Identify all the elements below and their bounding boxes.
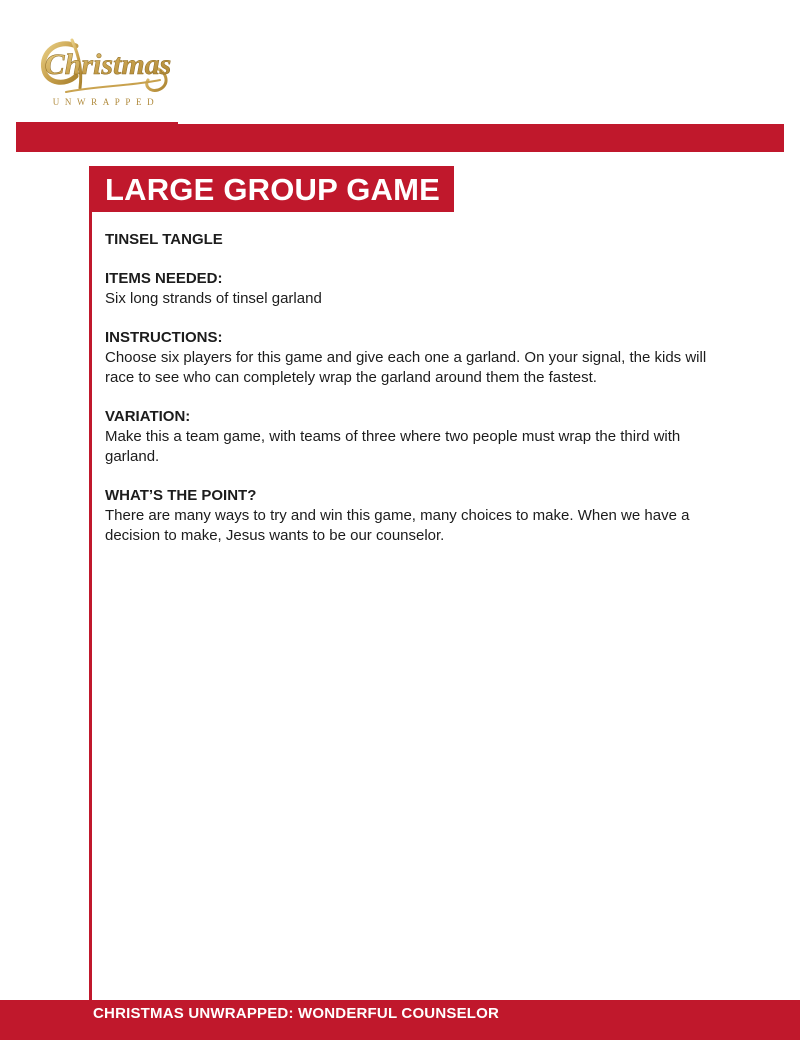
section-title: LARGE GROUP GAME <box>91 166 454 212</box>
christmas-unwrapped-logo <box>36 28 176 112</box>
header-bar <box>16 124 784 152</box>
game-content <box>105 230 735 565</box>
variation-text: Make this a team game, with teams of three where two people must wrap the third with garland. <box>105 428 681 465</box>
items-needed-block <box>105 269 735 309</box>
game-name: TINSEL TANGLE <box>105 231 223 248</box>
variation-block <box>105 407 735 467</box>
items-needed-text: Six long strands of tinsel garland <box>105 290 322 307</box>
logo-subtitle: UNWRAPPED <box>52 97 160 107</box>
point-heading: WHAT’S THE POINT? <box>105 487 257 504</box>
items-needed-heading: ITEMS NEEDED: <box>105 270 223 287</box>
footer-title: CHRISTMAS UNWRAPPED: WONDERFUL COUNSELOR <box>93 1005 500 1022</box>
instructions-text: Choose six players for this game and give each one a garland. On your signal, the kids will race to see who can completely wrap the garland around them the fastest. <box>105 349 707 386</box>
point-block <box>105 486 735 546</box>
logo-script-text: Christmas <box>44 48 172 81</box>
left-rule <box>89 166 92 1006</box>
instructions-heading: INSTRUCTIONS: <box>105 329 223 346</box>
point-text: There are many ways to try and win this game, many choices to make. When we have a decision to make, Jesus wants to be our counselor. <box>105 507 690 544</box>
logo-script-mark <box>36 28 176 98</box>
variation-heading: VARIATION: <box>105 408 191 425</box>
instructions-block <box>105 328 735 388</box>
